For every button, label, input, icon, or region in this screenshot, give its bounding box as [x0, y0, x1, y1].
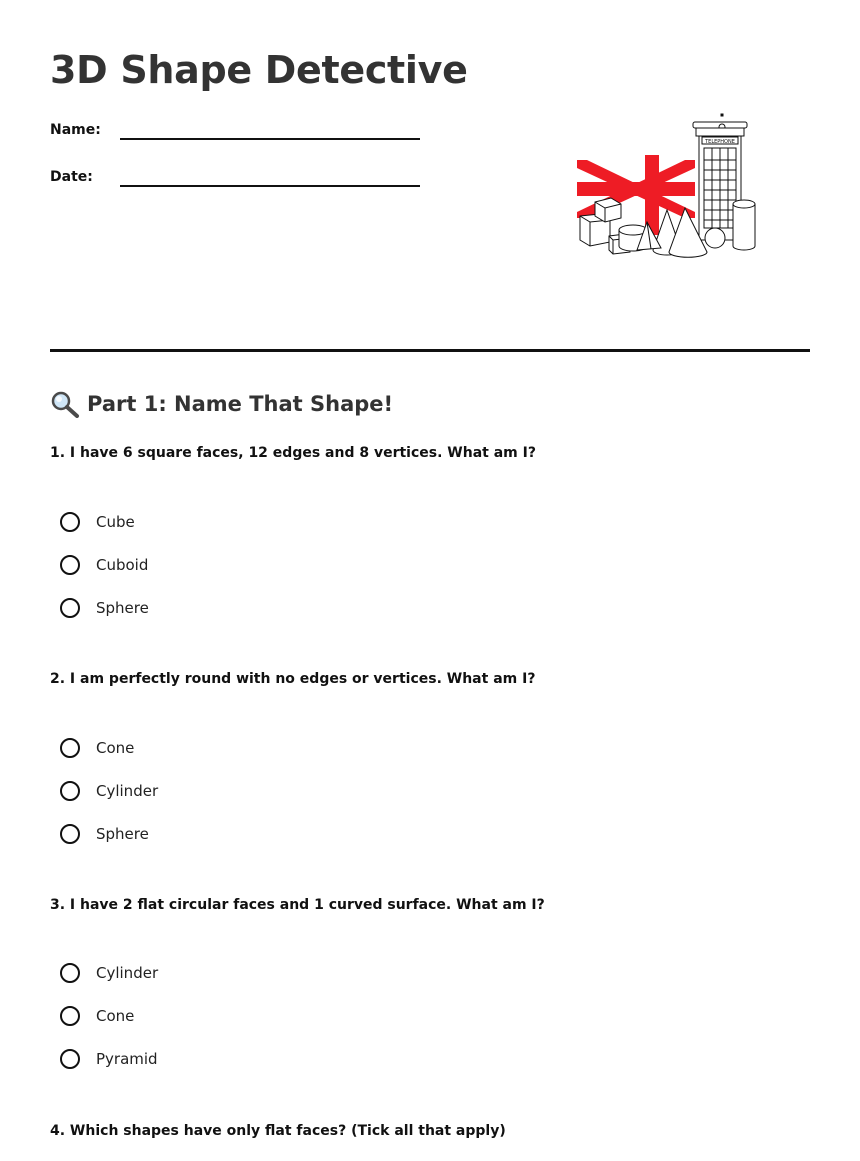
question-1-option-cube[interactable]	[60, 509, 135, 535]
name-line[interactable]	[120, 138, 420, 140]
option-label: Cylinder	[96, 782, 159, 800]
question-3-option-cone[interactable]	[60, 1003, 134, 1029]
question-4-text: 4. Which shapes have only flat faces? (Tick all that apply)	[50, 1123, 506, 1139]
part1-title	[50, 390, 393, 418]
option-label: Pyramid	[96, 1050, 158, 1068]
radio-button[interactable]	[60, 512, 80, 532]
question-3-option-cylinder[interactable]	[60, 960, 158, 986]
question-3	[50, 897, 810, 913]
question-1	[50, 445, 810, 461]
name-label: Name:	[50, 122, 101, 138]
radio-button[interactable]	[60, 1006, 80, 1026]
question-1-text: 1. I have 6 square faces, 12 edges and 8 vertices. What am I?	[50, 445, 536, 461]
question-3-text: 3. I have 2 flat circular faces and 1 curved surface. What am I?	[50, 897, 545, 913]
option-label: Cone	[96, 1007, 135, 1025]
flag-horizontal-bar	[577, 182, 695, 196]
question-1-option-sphere[interactable]	[60, 595, 149, 621]
option-label: Cuboid	[96, 556, 149, 574]
question-1-option-cuboid[interactable]	[60, 552, 148, 578]
radio-button[interactable]	[60, 781, 80, 801]
question-2	[50, 671, 810, 687]
question-2-option-cylinder[interactable]	[60, 778, 158, 804]
telephone-box-flag-shapes-icon	[575, 110, 760, 260]
date-field-row	[50, 169, 430, 199]
radio-button[interactable]	[60, 824, 80, 844]
option-label: Sphere	[96, 825, 149, 843]
radio-button[interactable]	[60, 963, 80, 983]
question-4	[50, 1123, 810, 1139]
radio-button[interactable]	[60, 738, 80, 758]
date-line[interactable]	[120, 185, 420, 187]
telephone-sign-text: TELEPHONE	[705, 139, 735, 145]
radio-button[interactable]	[60, 555, 80, 575]
question-2-option-sphere[interactable]	[60, 821, 149, 847]
radio-button[interactable]	[60, 1049, 80, 1069]
option-label: Cone	[96, 739, 135, 757]
radio-button[interactable]	[60, 598, 80, 618]
header-divider	[50, 349, 810, 352]
page-title: 3D Shape Detective	[50, 48, 468, 92]
question-2-option-cone[interactable]	[60, 735, 134, 761]
question-3-option-pyramid[interactable]	[60, 1046, 158, 1072]
option-label: Cube	[96, 513, 135, 531]
question-2-text: 2. I am perfectly round with no edges or vertices. What am I?	[50, 671, 536, 687]
option-label: Cylinder	[96, 964, 159, 982]
option-label: Sphere	[96, 599, 149, 617]
name-field-row	[50, 122, 430, 152]
part1-title-text: Part 1: Name That Shape!	[87, 392, 394, 416]
date-label: Date:	[50, 169, 93, 185]
magnifying-glass-icon	[50, 390, 80, 418]
